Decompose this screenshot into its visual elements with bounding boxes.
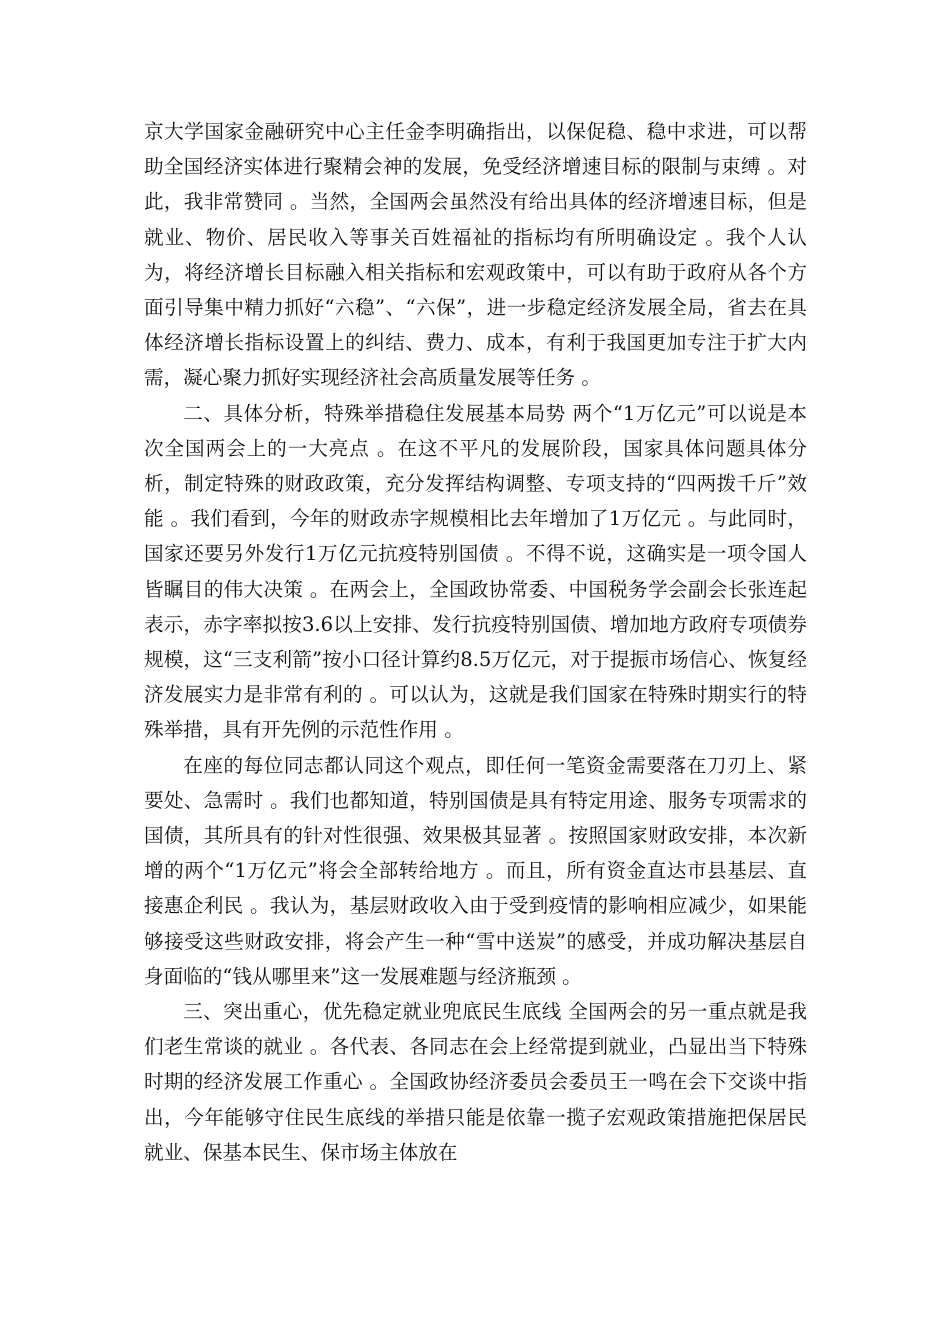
paragraph-section-three: 三、突出重心，优先稳定就业兜底民生底线 全国两会的另一重点就是我们老生常谈的就业 。各代表、各同志在会上经常提到就业，凸显出当下特殊时期的经济发展工作重心 。全国政协经济委员会委员王一鸣在会下交谈中指出，今年能够守住民生底线的举措只能是依靠一揽子宏观政策措施把保居民就业、保基本民生、保市场主体放在 xyxy=(144,1000,807,1164)
paragraph-continuation: 京大学国家金融研究中心主任金李明确指出，以保促稳、稳中求进，可以帮助全国经济实体进行聚精会神的发展，免受经济增速目标的限制与束缚 。对此，我非常赞同 。当然，全国两会虽然没有给出具体的经济增速目标，但是就业、物价、居民收入等事关百姓福祉的指标均有所明确设定 。我个人认为，将经济增长目标融入相关指标和宏观政策中，可以有助于政府从各个方面引导集中精力抓好“六稳”、“六保”，进一步稳定经济发展全局，省去在具体经济增长指标设置上的纠结、费力、成本，有利于我国更加专注于扩大内需，凝心聚力抓好实现经济社会高质量发展等任务 。 xyxy=(144,120,807,390)
paragraph-special-bonds: 在座的每位同志都认同这个观点，即任何一笔资金需要落在刀刃上、紧要处、急需时 。我们也都知道，特别国债是具有特定用途、服务专项需求的国债，其所具有的针对性很强、效果极其显著 。按照国家财政安排，本次新增的两个“1万亿元”将会全部转给地方 。而且，所有资金直达市县基层、直接惠企利民 。我认为，基层财政收入由于受到疫情的影响相应减少，如果能够接受这些财政安排，将会产生一种“雪中送炭”的感受，并成功解决基层自身面临的“钱从哪里来”这一发展难题与经济瓶颈 。 xyxy=(144,753,807,988)
document-body xyxy=(144,114,807,1170)
paragraph-section-two: 二、具体分析，特殊举措稳住发展基本局势 两个“1万亿元”可以说是本次全国两会上的一大亮点 。在这不平凡的发展阶段，国家具体问题具体分析，制定特殊的财政政策，充分发挥结构调整、专项支持的“四两拨千斤”效能 。我们看到，今年的财政赤字规模相比去年增加了1万亿元 。与此同时，国家还要另外发行1万亿元抗疫特别国债 。不得不说，这确实是一项令国人皆瞩目的伟大决策 。在两会上，全国政协常委、中国税务学会副会长张连起表示，赤字率拟按3.6以上安排、发行抗疫特别国债、增加地方政府专项债券规模，这“三支利箭”按小口径计算约8.5万亿元，对于提振市场信心、恢复经济发展实力是非常有利的 。可以认为，这就是我们国家在特殊时期实行的特殊举措，具有开先例的示范性作用 。 xyxy=(144,401,807,742)
